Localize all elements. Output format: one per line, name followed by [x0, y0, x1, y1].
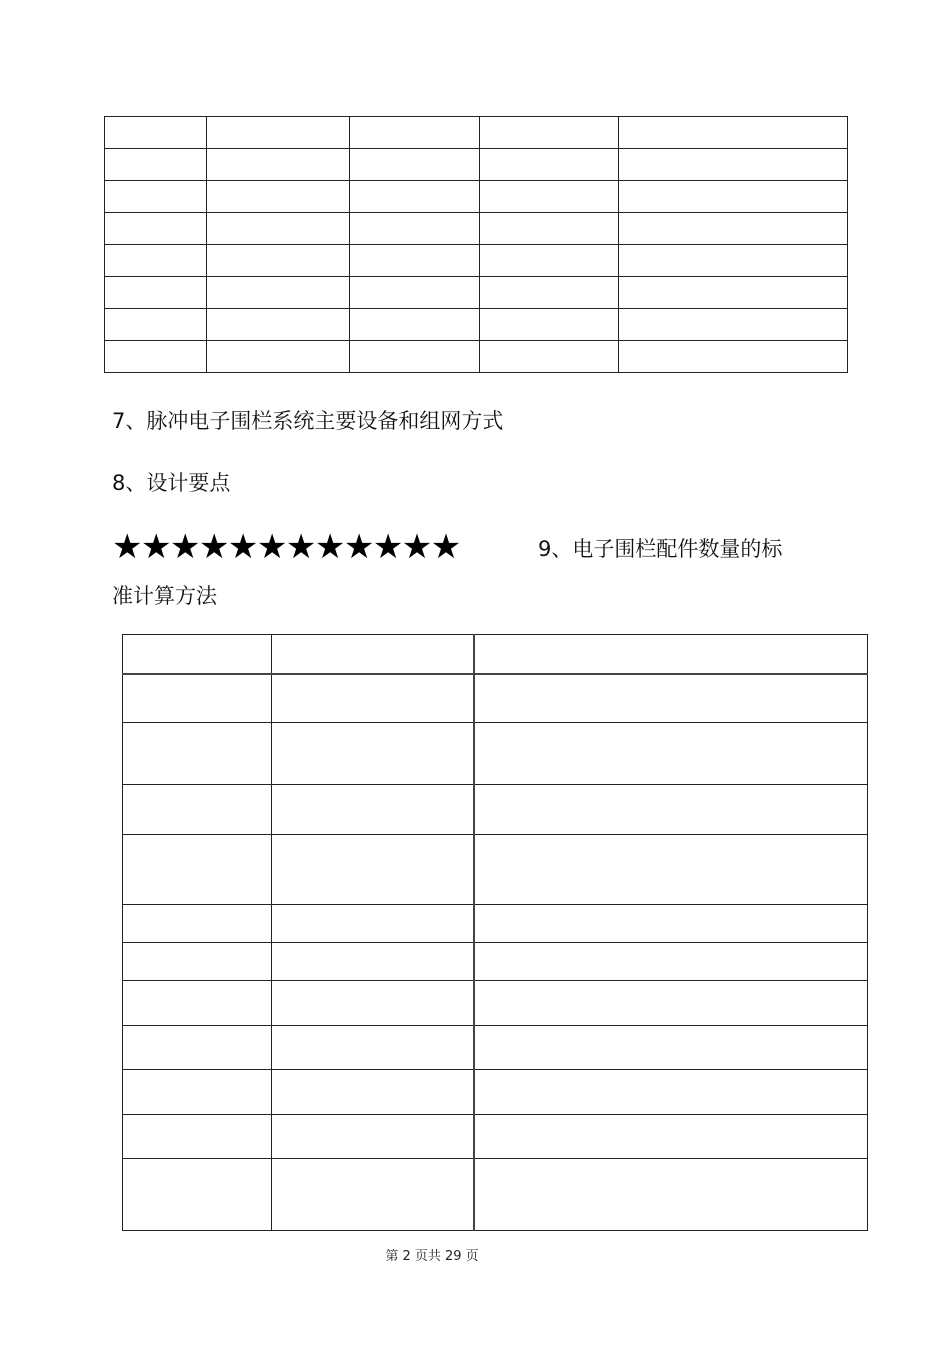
table-cell — [207, 309, 350, 341]
table-cell — [474, 835, 868, 905]
table-cell — [480, 341, 619, 373]
table-cell — [105, 213, 207, 245]
table-cell — [480, 213, 619, 245]
table-cell — [350, 341, 480, 373]
table-cell — [619, 309, 848, 341]
page-number-footer: 第 2 页共 29 页 — [385, 1249, 479, 1264]
table-cell — [350, 213, 480, 245]
table-cell — [474, 943, 868, 981]
table-cell — [272, 835, 474, 905]
accessory-quantity-table — [122, 634, 868, 1231]
table-cell — [105, 181, 207, 213]
table-cell — [272, 1159, 474, 1231]
table-row — [105, 341, 848, 373]
section-heading-9-continued: 准计算方法 — [112, 584, 217, 608]
table-cell — [480, 149, 619, 181]
table-cell — [480, 181, 619, 213]
table-cell — [105, 149, 207, 181]
table-row — [105, 213, 848, 245]
table-cell — [123, 1159, 272, 1231]
table-row — [123, 1070, 868, 1115]
table-header-row — [123, 635, 868, 674]
table-cell — [619, 149, 848, 181]
table-cell — [207, 341, 350, 373]
table-cell — [480, 245, 619, 277]
table-cell — [480, 277, 619, 309]
table-cell — [619, 117, 848, 149]
table-cell — [123, 943, 272, 981]
table-cell — [207, 117, 350, 149]
table-row — [105, 149, 848, 181]
upper-empty-table — [104, 116, 848, 373]
table-cell — [619, 341, 848, 373]
table-row — [123, 1026, 868, 1070]
table-cell — [350, 309, 480, 341]
table-row — [123, 981, 868, 1026]
table-cell — [105, 341, 207, 373]
table-cell — [123, 723, 272, 785]
table-cell — [272, 1070, 474, 1115]
table-row — [105, 117, 848, 149]
table-row — [105, 181, 848, 213]
table-cell — [350, 117, 480, 149]
section-heading-9: 9、电子围栏配件数量的标 — [538, 537, 783, 561]
table-row — [123, 905, 868, 943]
table-cell — [123, 1070, 272, 1115]
table-row — [105, 309, 848, 341]
table-row — [105, 277, 848, 309]
table-cell — [350, 181, 480, 213]
table-row — [123, 943, 868, 981]
table-row — [105, 245, 848, 277]
table-cell — [272, 785, 474, 835]
table-cell — [474, 674, 868, 723]
table-cell — [207, 149, 350, 181]
table-cell — [474, 1070, 868, 1115]
table-row — [123, 674, 868, 723]
table-cell — [123, 981, 272, 1026]
table-cell — [272, 635, 474, 674]
table-cell — [123, 674, 272, 723]
table-cell — [207, 245, 350, 277]
table-cell — [272, 981, 474, 1026]
table-cell — [474, 785, 868, 835]
table-cell — [272, 1026, 474, 1070]
table-row — [123, 1159, 868, 1231]
table-cell — [207, 181, 350, 213]
table-cell — [272, 943, 474, 981]
table-row — [123, 835, 868, 905]
table-cell — [207, 277, 350, 309]
section-heading-8: 8、设计要点 — [112, 471, 231, 495]
table-cell — [350, 245, 480, 277]
table-cell — [123, 1026, 272, 1070]
table-cell — [272, 674, 474, 723]
star-rating-row: ★★★★★★★★★★★★ — [112, 527, 460, 567]
table-cell — [123, 835, 272, 905]
table-cell — [619, 245, 848, 277]
table-cell — [350, 277, 480, 309]
table-cell — [123, 635, 272, 674]
table-cell — [619, 213, 848, 245]
table-cell — [105, 309, 207, 341]
table-row — [123, 723, 868, 785]
table-cell — [105, 245, 207, 277]
table-cell — [619, 277, 848, 309]
table-cell — [350, 149, 480, 181]
table-cell — [480, 309, 619, 341]
table-cell — [474, 981, 868, 1026]
section-heading-7: 7、脉冲电子围栏系统主要设备和组网方式 — [112, 409, 504, 433]
table-cell — [123, 1115, 272, 1159]
table-cell — [105, 277, 207, 309]
table-cell — [474, 635, 868, 674]
table-cell — [474, 1115, 868, 1159]
table-cell — [272, 1115, 474, 1159]
table-row — [123, 785, 868, 835]
table-cell — [105, 117, 207, 149]
table-cell — [207, 213, 350, 245]
table-cell — [474, 723, 868, 785]
table-cell — [272, 723, 474, 785]
table-cell — [619, 181, 848, 213]
table-cell — [474, 1159, 868, 1231]
table-cell — [272, 905, 474, 943]
table-cell — [474, 1026, 868, 1070]
table-cell — [480, 117, 619, 149]
table-cell — [123, 905, 272, 943]
table-cell — [474, 905, 868, 943]
table-cell — [123, 785, 272, 835]
table-row — [123, 1115, 868, 1159]
